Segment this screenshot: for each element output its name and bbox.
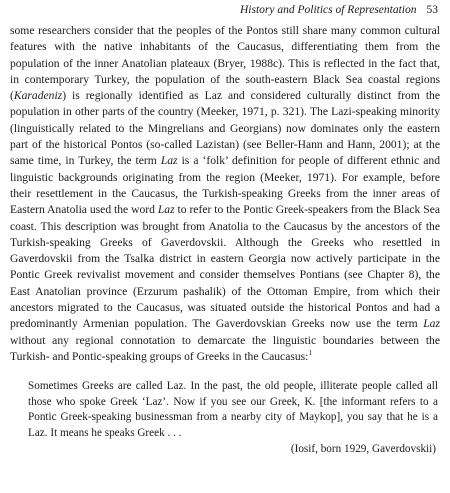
running-head xyxy=(10,3,438,17)
block-quote xyxy=(28,379,438,457)
footnote-reference: 1 xyxy=(308,348,313,358)
term-laz: Laz xyxy=(160,154,178,168)
page-number: 53 xyxy=(426,4,438,16)
running-head-title: History and Politics of Representation xyxy=(239,4,417,16)
body-text-segment-1: some researchers consider that the peoples of the Pontos still share many common cultural features with the native inhabitants of the Caucasus, differentiating them from the population of the inner Anatolian plateaux (Bryer, 1988c). This is reflected in the fact that, in contemporary Turkey, the population of the south-eastern Black Sea coastal regions ( xyxy=(10,24,440,103)
term-laz: Laz xyxy=(157,203,175,217)
body-paragraph xyxy=(10,23,440,365)
body-text-segment-3: is a ‘folk’ definition for people of different ethnic and linguistic backgrounds originating from the region (Meeker, 1971). For example, before their resettlement in the Caucasus, the Turkish-speaking Greeks from the inner areas of Eastern Anatolia used the word xyxy=(10,154,440,217)
body-text-segment-5: without any regional connotation to demarcate the linguistic boundaries between the Turkish- and Pontic-speaking groups of Greeks in the Caucasus: xyxy=(10,333,440,363)
body-text-segment-2: ) is regionally identified as Laz and considered culturally distinct from the population in other parts of the country (Meeker, 1971, p. 321). The Lazi-speaking minority (linguistically related to the Mingrelians and Georgians) now dominates only the eastern part of the historical Pontos (so-called Lazistan) (see Beller-Hann and Hann, 2001); at the same time, in Turkey, the term xyxy=(10,89,440,168)
term-laz: Laz xyxy=(423,317,440,331)
quote-text: Sometimes Greeks are called Laz. In the past, the old people, illiterate people called all those who spoke Greek ‘Laz’. Now if you see our Greek, K. [the informant refers to a Pontic Greek-speaking businessman from a nearby city of Maykop], you say that he is a Laz. It means he speaks Greek . . . xyxy=(28,380,438,440)
quote-attribution: (Iosif, born 1929, Gaverdovskii) xyxy=(290,442,436,455)
body-text-segment-4: to refer to the Pontic Greek-speakers from the Black Sea coast. This description was brought from Anatolia to the Caucasus by the ancestors of the Turkish-speaking Greeks of Gaverdovskii. Although the Greeks who resettled in Gaverdovskii from the Tsalka district in eastern Georgia now actively participate in the Pontic Greek revivalist movement and consider themselves Pontians (see Chapter 8), the East Anatolian province (Erzurum pashalik) of the Ottoman Empire, from which their ancestors migrated to the Caucasus, was situated outside the historical Pontos and had a predominantly Armenian population. The Gaverdovskian Greeks now use the term xyxy=(10,203,440,331)
term-karadeniz: Karadeniz xyxy=(13,89,63,103)
